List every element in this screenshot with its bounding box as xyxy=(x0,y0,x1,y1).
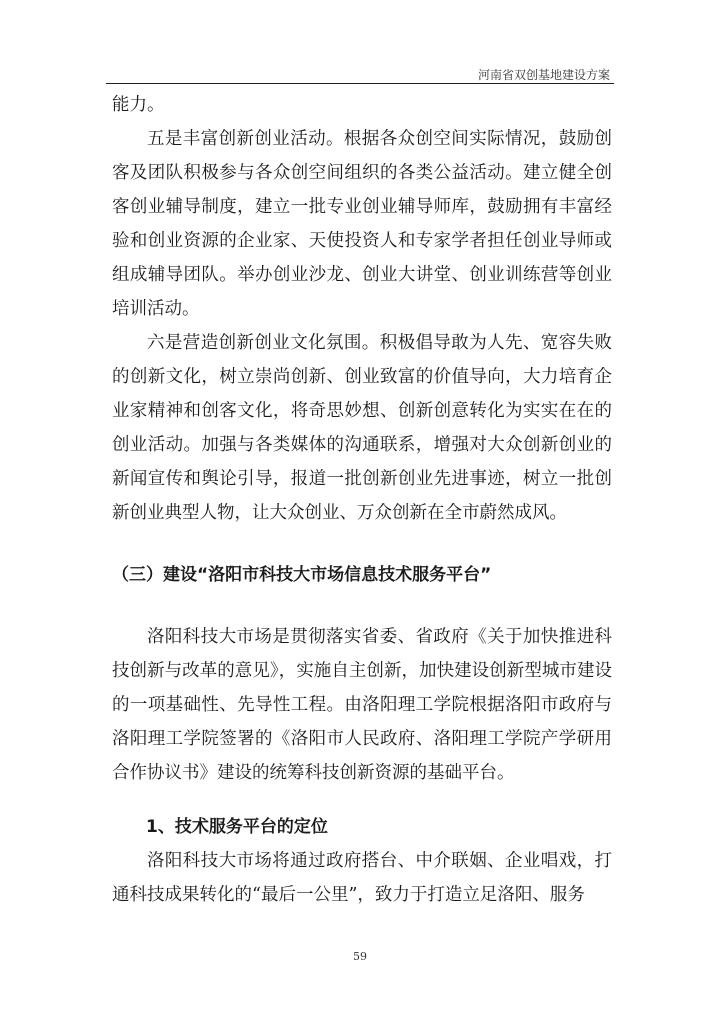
section-heading: （三）建设“洛阳市科技大市场信息技术服务平台” xyxy=(112,565,492,585)
paragraph-activities: 五是丰富创新创业活动。根据各众创空间实际情况，鼓励创客及团队积极参与各众创空间组织的各类公益活动。建立健全创客创业辅导制度，建立一批专业创业辅导师库，鼓励拥有丰富经验和创业资源的企业家、天使投资人和专家学者担任创业导师或组成辅导团队。举办创业沙龙、创业大讲堂、创业训练营等创业培训活动。 xyxy=(112,129,612,319)
paragraph-market-intro: 洛阳科技大市场是贯彻落实省委、省政府《关于加快推进科技创新与改革的意见》，实施自主创新，加快建设创新型城市建设的一项基础性、先导性工程。由洛阳理工学院根据洛阳市政府与洛阳理工学院签署的《洛阳市人民政府、洛阳理工学院产学研用合作协议书》建设的统筹科技创新资源的基础平台。 xyxy=(112,627,612,783)
paragraph-positioning: 洛阳科技大市场将通过政府搭台、中介联姻、企业唱戏，打通科技成果转化的“最后一公里”，致力于打造立足洛阳、服务 xyxy=(112,851,612,905)
running-header: 河南省双创基地建设方案 xyxy=(477,68,610,82)
paragraph-continuation: 能力。 xyxy=(112,95,165,115)
header-divider xyxy=(106,83,614,84)
subsection-heading: 1、技术服务平台的定位 xyxy=(146,817,328,837)
paragraph-culture: 六是营造创新创业文化氛围。积极倡导敢为人先、宽容失败的创新文化，树立崇尚创新、创业致富的价值导向，大力培育企业家精神和创客文化，将奇思妙想、创新创意转化为实实在在的创业活动。加强与各类媒体的沟通联系，增强对大众创新创业的新闻宣传和舆论引导，报道一批创新创业先进事迹，树立一批创新创业典型人物，让大众创业、万众创新在全市蔚然成风。 xyxy=(112,333,612,523)
page-body xyxy=(112,88,612,912)
page-number: 59 xyxy=(353,950,367,963)
